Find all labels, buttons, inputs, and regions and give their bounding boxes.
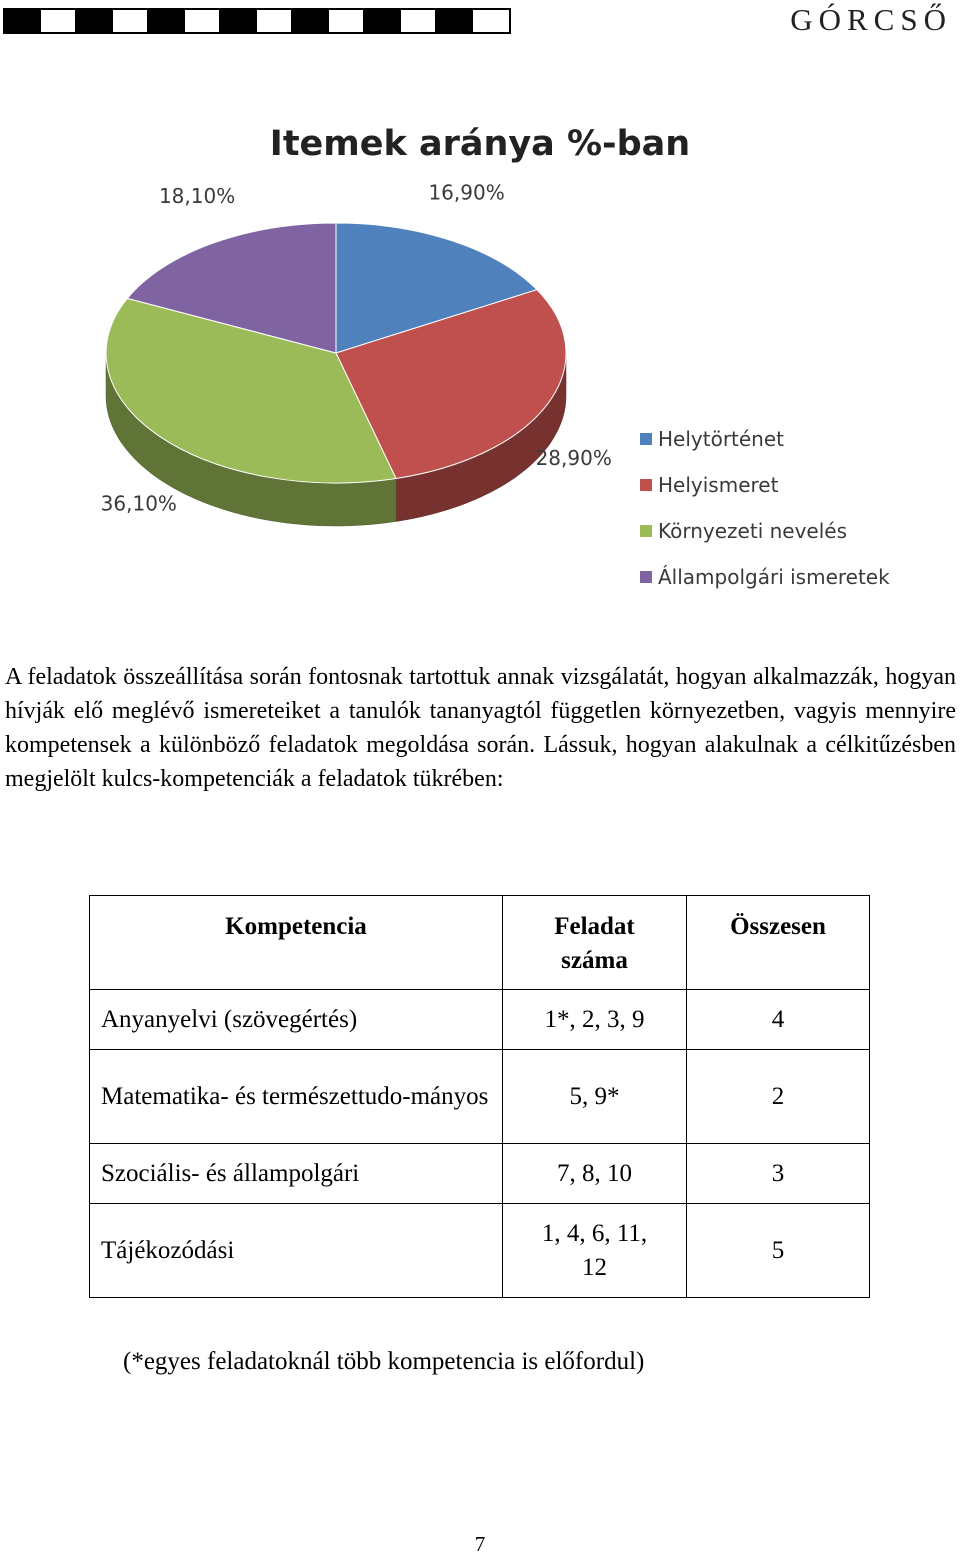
cell-competence: Szociális- és állampolgári	[90, 1144, 503, 1204]
table-row	[90, 1204, 870, 1298]
strip-segment	[221, 10, 257, 32]
cell-tasks: 5, 9*	[503, 1050, 687, 1144]
strip-segment	[113, 10, 149, 32]
page-number: 7	[474, 1532, 486, 1556]
strip-segment	[437, 10, 473, 32]
table-row	[90, 1050, 870, 1144]
cell-tasks: 1, 4, 6, 11, 12	[503, 1204, 687, 1298]
slice-label: 28,90%	[535, 446, 612, 471]
strip-segment	[365, 10, 401, 32]
cell-total: 4	[687, 990, 870, 1050]
header-total: Összesen	[687, 896, 870, 990]
header-task-number	[503, 896, 687, 990]
slice-label: 36,10%	[100, 491, 177, 516]
table-row	[90, 1144, 870, 1204]
strip-segment	[77, 10, 113, 32]
header-competence: Kompetencia	[90, 896, 503, 990]
competence-table	[89, 895, 870, 1298]
table-row	[90, 990, 870, 1050]
header-task-line1: Feladat	[554, 913, 635, 940]
legend-swatch	[640, 479, 652, 491]
strip-segment	[185, 10, 221, 32]
legend-entry: Helytörténet	[658, 427, 785, 451]
strip-segment	[473, 10, 509, 32]
strip-segment	[41, 10, 77, 32]
legend-entry: Helyismeret	[658, 473, 779, 497]
legend-swatch	[640, 433, 652, 445]
slice-label: 18,10%	[158, 184, 236, 208]
strip-segment	[293, 10, 329, 32]
cell-total: 3	[687, 1144, 870, 1204]
legend-swatch	[640, 571, 652, 583]
journal-brand: GÓRCSŐ	[790, 2, 952, 37]
pie-tops	[106, 223, 566, 483]
strip-segment	[401, 10, 437, 32]
cell-competence: Anyanyelvi (szövegértés)	[90, 990, 503, 1050]
cell-total: 2	[687, 1050, 870, 1144]
legend-entry: Környezeti nevelés	[658, 519, 848, 543]
cell-competence: Tájékozódási	[90, 1204, 503, 1298]
strip-segment	[257, 10, 293, 32]
strip-segment	[329, 10, 365, 32]
legend-entry: Állampolgári ismeretek	[658, 565, 890, 589]
strip-segment	[5, 10, 41, 32]
body-paragraph: A feladatok összeállítása során fontosnak tartottuk annak vizsgálatát, hogyan alkalmazzák, hogyan hívják elő meglévő ismereteiket a tanulók tananyagtól független környezetben, vagyis mennyire kompetensek a különböző feladatok megoldása során. Lássuk, hogyan alakulnak a célkitűzésben megjelölt kulcs-kompetenciák a feladatok tükrében:	[5, 664, 956, 792]
cell-total: 5	[687, 1204, 870, 1298]
chart-legend	[640, 427, 890, 589]
header-decorative-strip	[3, 8, 511, 34]
legend-swatch	[640, 525, 652, 537]
footnote: (*egyes feladatoknál több kompetencia is előfordul)	[123, 1348, 645, 1375]
slice-label: 16,90%	[428, 180, 505, 205]
chart-title: Itemek aránya %-ban	[269, 124, 691, 164]
cell-tasks: 7, 8, 10	[503, 1144, 687, 1204]
pie-chart	[0, 100, 960, 610]
cell-tasks: 1*, 2, 3, 9	[503, 990, 687, 1050]
table-header-row	[90, 896, 870, 990]
strip-segment	[149, 10, 185, 32]
cell-competence: Matematika- és természettudo-mányos	[90, 1050, 503, 1144]
header-task-line2: száma	[561, 947, 628, 974]
